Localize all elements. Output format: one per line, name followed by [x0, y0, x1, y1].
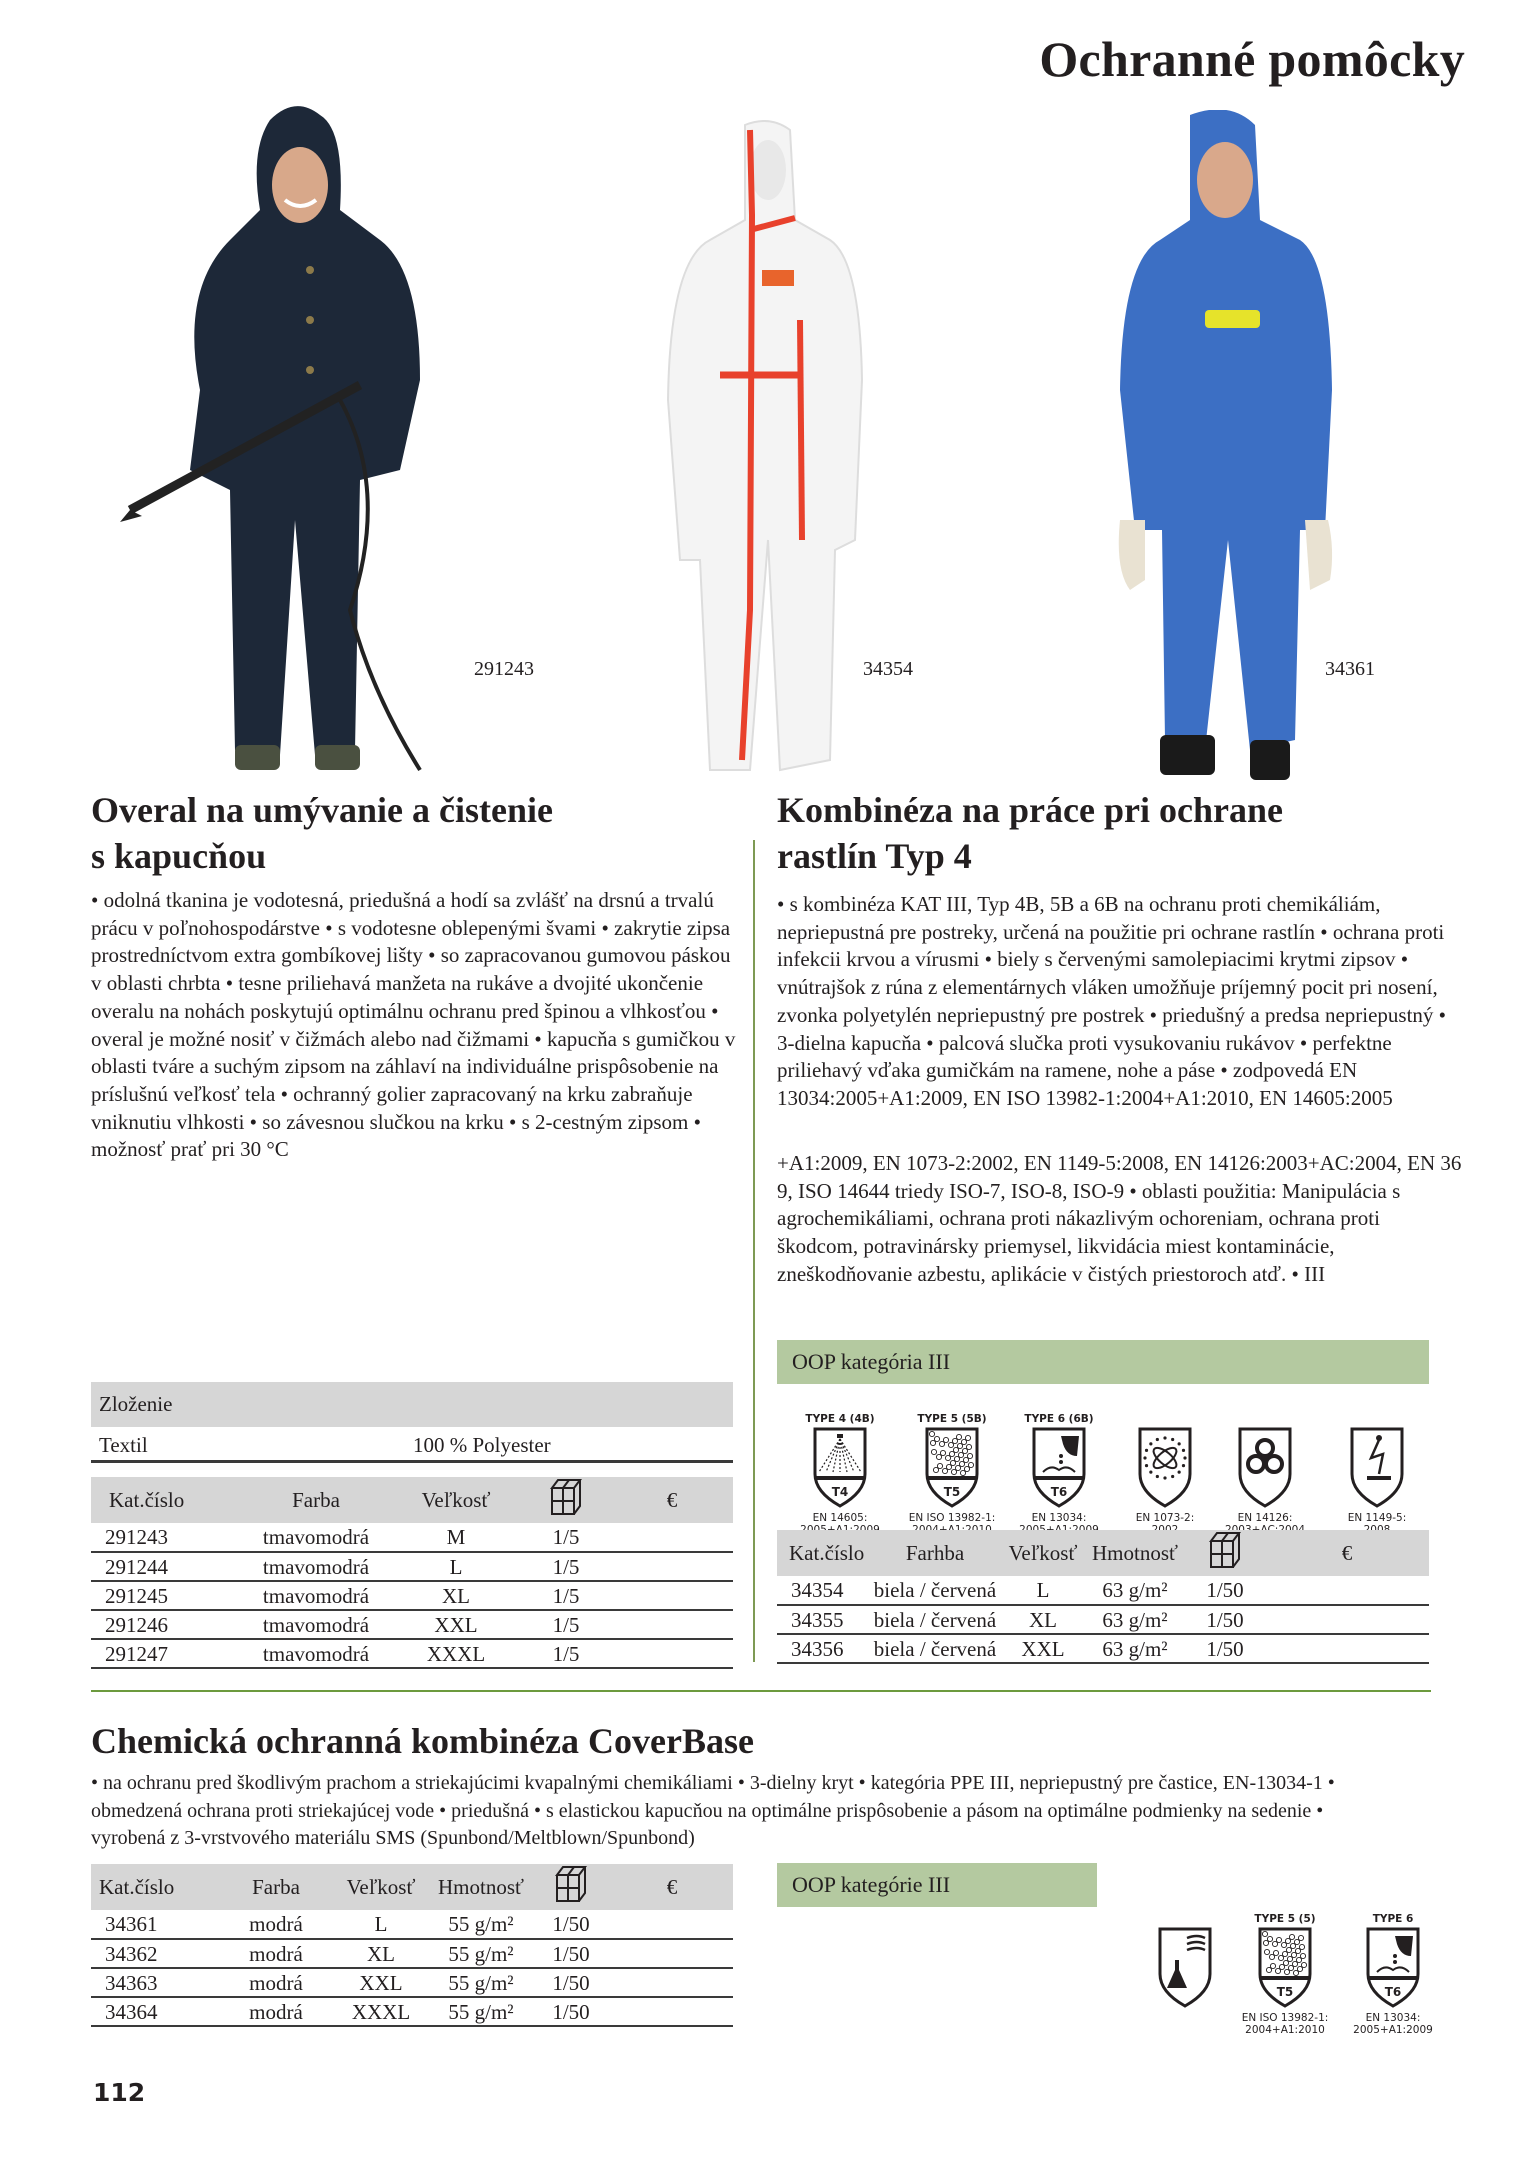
section-divider — [91, 1690, 1431, 1692]
certification-badge — [1110, 1412, 1220, 1536]
white-coverall-with-red-tape-photo — [650, 120, 880, 780]
certification-badge — [1338, 1912, 1448, 2036]
table-cell: XL — [331, 1939, 431, 1968]
certification-type: TYPE 5 (5B) — [917, 1413, 987, 1425]
table-row — [777, 1634, 1429, 1663]
biohazard-shield-icon — [1210, 1426, 1320, 1510]
table-cell: biela / červená — [869, 1576, 1001, 1605]
standard-line1: EN 1149-5: — [1347, 1512, 1407, 1524]
svg-text:T6: T6 — [1050, 1485, 1068, 1499]
product2-table — [777, 1530, 1429, 1664]
table-cell: XXXL — [391, 1639, 521, 1668]
table-cell: tmavomodrá — [241, 1523, 391, 1552]
table-cell: L — [391, 1552, 521, 1581]
table-cell: L — [1001, 1576, 1085, 1605]
table-cell: 34363 — [91, 1968, 221, 1997]
table-cell — [611, 1523, 733, 1552]
composition-value: 100 % Polyester — [413, 1433, 551, 1457]
table-cell — [611, 1997, 733, 2026]
table-row — [777, 1576, 1429, 1605]
table-cell — [611, 1610, 733, 1639]
table-header-row — [777, 1530, 1429, 1576]
table-cell: 1/50 — [531, 1939, 611, 1968]
product2-description-part2: +A1:2009, EN 1073-2:2002, EN 1149-5:2008, EN 14126:2003+AC:2004, EN 36 9, ISO 14644 triedy ISO-7, ISO-8, ISO-9 • oblasti použitia: Manipulácia s agrochemikáliami, ochrana proti nákazlivým ochoreniam, ochrana proti škodcom, potravinársky priemysel, likvidácia miest kontaminácie, zneškodňovanie azbestu, aplikácie v čistých priestoroch atď. • III — [777, 1151, 1462, 1286]
table-cell: 55 g/m² — [431, 1939, 531, 1968]
certification-type: TYPE 4 (4B) — [805, 1413, 875, 1425]
table-cell: M — [391, 1523, 521, 1552]
product1-title — [91, 787, 741, 879]
table-cell — [611, 1581, 733, 1610]
table-cell: 1/50 — [1185, 1634, 1265, 1663]
col-kat-cislo: Kat.číslo — [91, 1477, 241, 1523]
table-cell: XXL — [331, 1968, 431, 1997]
table-cell: 34361 — [91, 1910, 221, 1939]
product1-title-line2: s kapucňou — [91, 836, 267, 876]
standard-line2: 2004+A1:2010 — [1245, 2024, 1325, 2036]
standard-line2: 2005+A1:2009 — [1353, 2024, 1433, 2036]
particles-shield-icon — [897, 1426, 1007, 1510]
col-kat-cislo: Kat.číslo — [91, 1864, 221, 1910]
table-row — [91, 1939, 733, 1968]
table-cell: XXL — [391, 1610, 521, 1639]
standard-line1: EN ISO 13982-1: — [1241, 2012, 1329, 2024]
certification-type: TYPE 6 — [1372, 1913, 1414, 1925]
chemical-flask-shield-icon — [1130, 1926, 1240, 2010]
table-row — [91, 1910, 733, 1939]
table-cell: 34354 — [777, 1576, 869, 1605]
svg-text:T5: T5 — [1276, 1985, 1294, 1999]
composition-label: Textil — [99, 1433, 148, 1457]
package-icon — [555, 1865, 587, 1909]
product2-oop-category: OOP kategória III — [777, 1340, 1429, 1384]
table-cell: 291245 — [91, 1581, 241, 1610]
certification-badge — [1210, 1412, 1320, 1536]
product3-description: • na ochranu pred škodlivým prachom a striekajúcimi kvapalnými chemikáliami • 3-dielny kryt • kategória PPE III, nepriepustný pre častice, EN-13034-1 • obmedzená ochrana proti striekajúcej vode • priedušná • s elastickou kapucňou na optimálne prispôsobenie a pásom na optimálne podmienky na sedenie • vyrobená z 3-vrstvového materiálu SMS (Spunbond/Meltblown/Spunbond) — [91, 1772, 1335, 1850]
table-cell: 63 g/m² — [1085, 1576, 1185, 1605]
table-row — [91, 1997, 733, 2026]
table-cell: 1/5 — [521, 1581, 611, 1610]
table-cell: 34364 — [91, 1997, 221, 2026]
col-package — [531, 1864, 611, 1910]
col-velkost: Veľkosť — [1001, 1530, 1085, 1576]
table-cell: 1/50 — [1185, 1576, 1265, 1605]
table-cell — [1265, 1605, 1429, 1634]
product2-title — [777, 787, 1457, 879]
product1-title-line1: Overal na umývanie a čistenie — [91, 790, 553, 830]
table-cell: tmavomodrá — [241, 1639, 391, 1668]
blue-coverall-man-photo — [1110, 110, 1340, 790]
table-cell: XL — [391, 1581, 521, 1610]
table-cell: 34355 — [777, 1605, 869, 1634]
col-price: € — [611, 1864, 733, 1910]
table-row — [91, 1552, 733, 1581]
standard-line1: EN 13034: — [1365, 2012, 1421, 2024]
composition-row — [91, 1427, 733, 1463]
table-cell — [1265, 1634, 1429, 1663]
col-farba: Farba — [221, 1864, 331, 1910]
table-cell: 1/5 — [521, 1552, 611, 1581]
col-kat-cislo: Kat.číslo — [777, 1530, 869, 1576]
splash-shield-icon — [1338, 1926, 1448, 2010]
table-cell: 1/50 — [1185, 1605, 1265, 1634]
col-velkost: Veľkosť — [391, 1477, 521, 1523]
table-cell: tmavomodrá — [241, 1581, 391, 1610]
table-cell: 1/5 — [521, 1523, 611, 1552]
particles-shield-icon — [1230, 1926, 1340, 2010]
certification-type: TYPE 6 (6B) — [1024, 1413, 1094, 1425]
table-cell: tmavomodrá — [241, 1552, 391, 1581]
col-price: € — [1265, 1530, 1429, 1576]
photo-label-34354: 34354 — [863, 658, 913, 680]
table-cell: 1/50 — [531, 1968, 611, 1997]
product3-title: Chemická ochranná kombinéza CoverBase — [91, 1721, 754, 1761]
col-package — [521, 1477, 611, 1523]
table-cell: XL — [1001, 1605, 1085, 1634]
photo-label-291243: 291243 — [474, 658, 534, 680]
table-cell: 63 g/m² — [1085, 1634, 1185, 1663]
table-cell: 1/5 — [521, 1639, 611, 1668]
certification-badge — [1230, 1912, 1340, 2036]
standard-line1: EN ISO 13982-1: — [908, 1512, 996, 1524]
product1-description: • odolná tkanina je vodotesná, priedušná a hodí sa zvlášť na drsnú a trvalú prácu v poľnohospodárstve • s vodotesne oblepenými švami • zakrytie zipsa prostredníctvom extra gombíkovej lišty • so zapracovanou gumovou páskou v oblasti chrbta • tesne priliehavá manžeta na rukáve a dvojité ukončenie overalu na nohách poskytujú optimálnu ochranu pred špinou a vlhkosťou • overal je možné nosiť v čižmách alebo nad čižmami • kapucňa s gumičkou v oblasti tváre a suchým zipsom na záhlaví na individuálne prispôsobenie na príslušnú veľkosť tela • ochranný golier zapracovaný na krku zabraňuje vniknutiu vlhkosti • so závesnou slučkou na krku • s 2-cestným zipsom • možnosť prať pri 30 °C — [91, 888, 736, 1162]
table-cell: 1/50 — [531, 1997, 611, 2026]
table-cell — [611, 1639, 733, 1668]
table-cell: 55 g/m² — [431, 1968, 531, 1997]
table-row — [91, 1581, 733, 1610]
table-cell: modrá — [221, 1997, 331, 2026]
table-cell: modrá — [221, 1939, 331, 1968]
composition-header: Zloženie — [91, 1382, 733, 1427]
certification-badge — [785, 1412, 895, 1536]
table-cell — [611, 1968, 733, 1997]
svg-text:T4: T4 — [831, 1485, 849, 1499]
photo-label-34361: 34361 — [1325, 658, 1375, 680]
table-cell: 34356 — [777, 1634, 869, 1663]
table-row — [91, 1523, 733, 1552]
navy-hooded-coverall-with-pressure-washer-photo — [120, 90, 520, 780]
table-cell: 34362 — [91, 1939, 221, 1968]
table-cell: biela / červená — [869, 1634, 1001, 1663]
electrostatic-shield-icon — [1322, 1426, 1432, 1510]
table-cell: 1/50 — [531, 1910, 611, 1939]
product1-table — [91, 1477, 733, 1669]
radioactive-contamination-shield-icon — [1110, 1426, 1220, 1510]
table-cell — [611, 1910, 733, 1939]
certification-type — [1130, 1912, 1240, 1926]
page-title: Ochranné pomôcky — [1039, 31, 1465, 87]
certification-standard — [1230, 2012, 1340, 2036]
certification-badge — [1322, 1412, 1432, 1536]
product3-oop-category: OOP kategórie III — [777, 1863, 1097, 1907]
certification-type: TYPE 5 (5) — [1254, 1913, 1316, 1925]
splash-shield-icon — [1004, 1426, 1114, 1510]
col-hmotnost: Hmotnosť — [1085, 1530, 1185, 1576]
table-cell: 291246 — [91, 1610, 241, 1639]
table-cell: 55 g/m² — [431, 1910, 531, 1939]
col-farba: Farhba — [869, 1530, 1001, 1576]
svg-text:T5: T5 — [943, 1485, 961, 1499]
table-cell: 291244 — [91, 1552, 241, 1581]
product2-title-line1: Kombinéza na práce pri ochrane — [777, 790, 1283, 830]
certification-badge — [897, 1412, 1007, 1536]
standard-line1: EN 1073-2: — [1135, 1512, 1195, 1524]
col-velkost: Veľkosť — [331, 1864, 431, 1910]
col-package — [1185, 1530, 1265, 1576]
page-number: 112 — [93, 2078, 146, 2107]
table-header-row — [91, 1864, 733, 1910]
standard-line1: EN 13034: — [1031, 1512, 1087, 1524]
table-cell — [611, 1552, 733, 1581]
composition-table — [91, 1382, 733, 1463]
table-row — [91, 1968, 733, 1997]
table-cell: L — [331, 1910, 431, 1939]
certification-type — [1210, 1412, 1320, 1426]
table-cell — [611, 1939, 733, 1968]
table-cell: 63 g/m² — [1085, 1605, 1185, 1634]
column-divider — [753, 840, 755, 1662]
table-cell: XXXL — [331, 1997, 431, 2026]
package-icon — [550, 1478, 582, 1522]
table-cell — [1265, 1576, 1429, 1605]
table-cell: modrá — [221, 1968, 331, 1997]
certification-badge — [1004, 1412, 1114, 1536]
svg-text:T6: T6 — [1384, 1985, 1402, 1999]
product3-table — [91, 1864, 733, 2027]
table-cell: biela / červená — [869, 1605, 1001, 1634]
col-price: € — [611, 1477, 733, 1523]
spray-shield-icon — [785, 1426, 895, 1510]
table-row — [777, 1605, 1429, 1634]
table-cell: 291247 — [91, 1639, 241, 1668]
certification-badge — [1130, 1912, 1240, 2012]
package-icon — [1209, 1531, 1241, 1575]
table-cell: 291243 — [91, 1523, 241, 1552]
col-hmotnost: Hmotnosť — [431, 1864, 531, 1910]
table-cell: tmavomodrá — [241, 1610, 391, 1639]
table-row — [91, 1639, 733, 1668]
product2-description-part1: • s kombinéza KAT III, Typ 4B, 5B a 6B na ochranu proti chemikáliám, nepriepustná pre postreky, určená na použitie pri ochrane rastlín • ochrana proti infekcii krvou a vírusmi • biely s červenými samolepiacimi krytmi zipsov • vnútrajšok z rúna z elementárnych vláken umožňuje príjemný pocit pri nosení, zvonka polyetylén nepriepustný pre postrek • priedušný a predsa nepriepustný • 3-dielna kapucňa • palcová slučka proti vysukovaniu rukávov • perfektne priliehavý vďaka gumičkám na ramene, nohe a páse • zodpovedá EN 13034:2005+A1:2009, EN ISO 13982-1:2004+A1:2010, EN 14605:2005 — [777, 892, 1447, 1110]
table-cell: 1/5 — [521, 1610, 611, 1639]
table-cell: modrá — [221, 1910, 331, 1939]
standard-line1: EN 14605: — [812, 1512, 868, 1524]
table-cell: 55 g/m² — [431, 1997, 531, 2026]
certification-type — [1110, 1412, 1220, 1426]
table-cell: XXL — [1001, 1634, 1085, 1663]
product2-title-line2: rastlín Typ 4 — [777, 836, 972, 876]
table-header-row — [91, 1477, 733, 1523]
table-row — [91, 1610, 733, 1639]
certification-standard — [1338, 2012, 1448, 2036]
standard-line1: EN 14126: — [1237, 1512, 1293, 1524]
col-farba: Farba — [241, 1477, 391, 1523]
certification-type — [1322, 1412, 1432, 1426]
